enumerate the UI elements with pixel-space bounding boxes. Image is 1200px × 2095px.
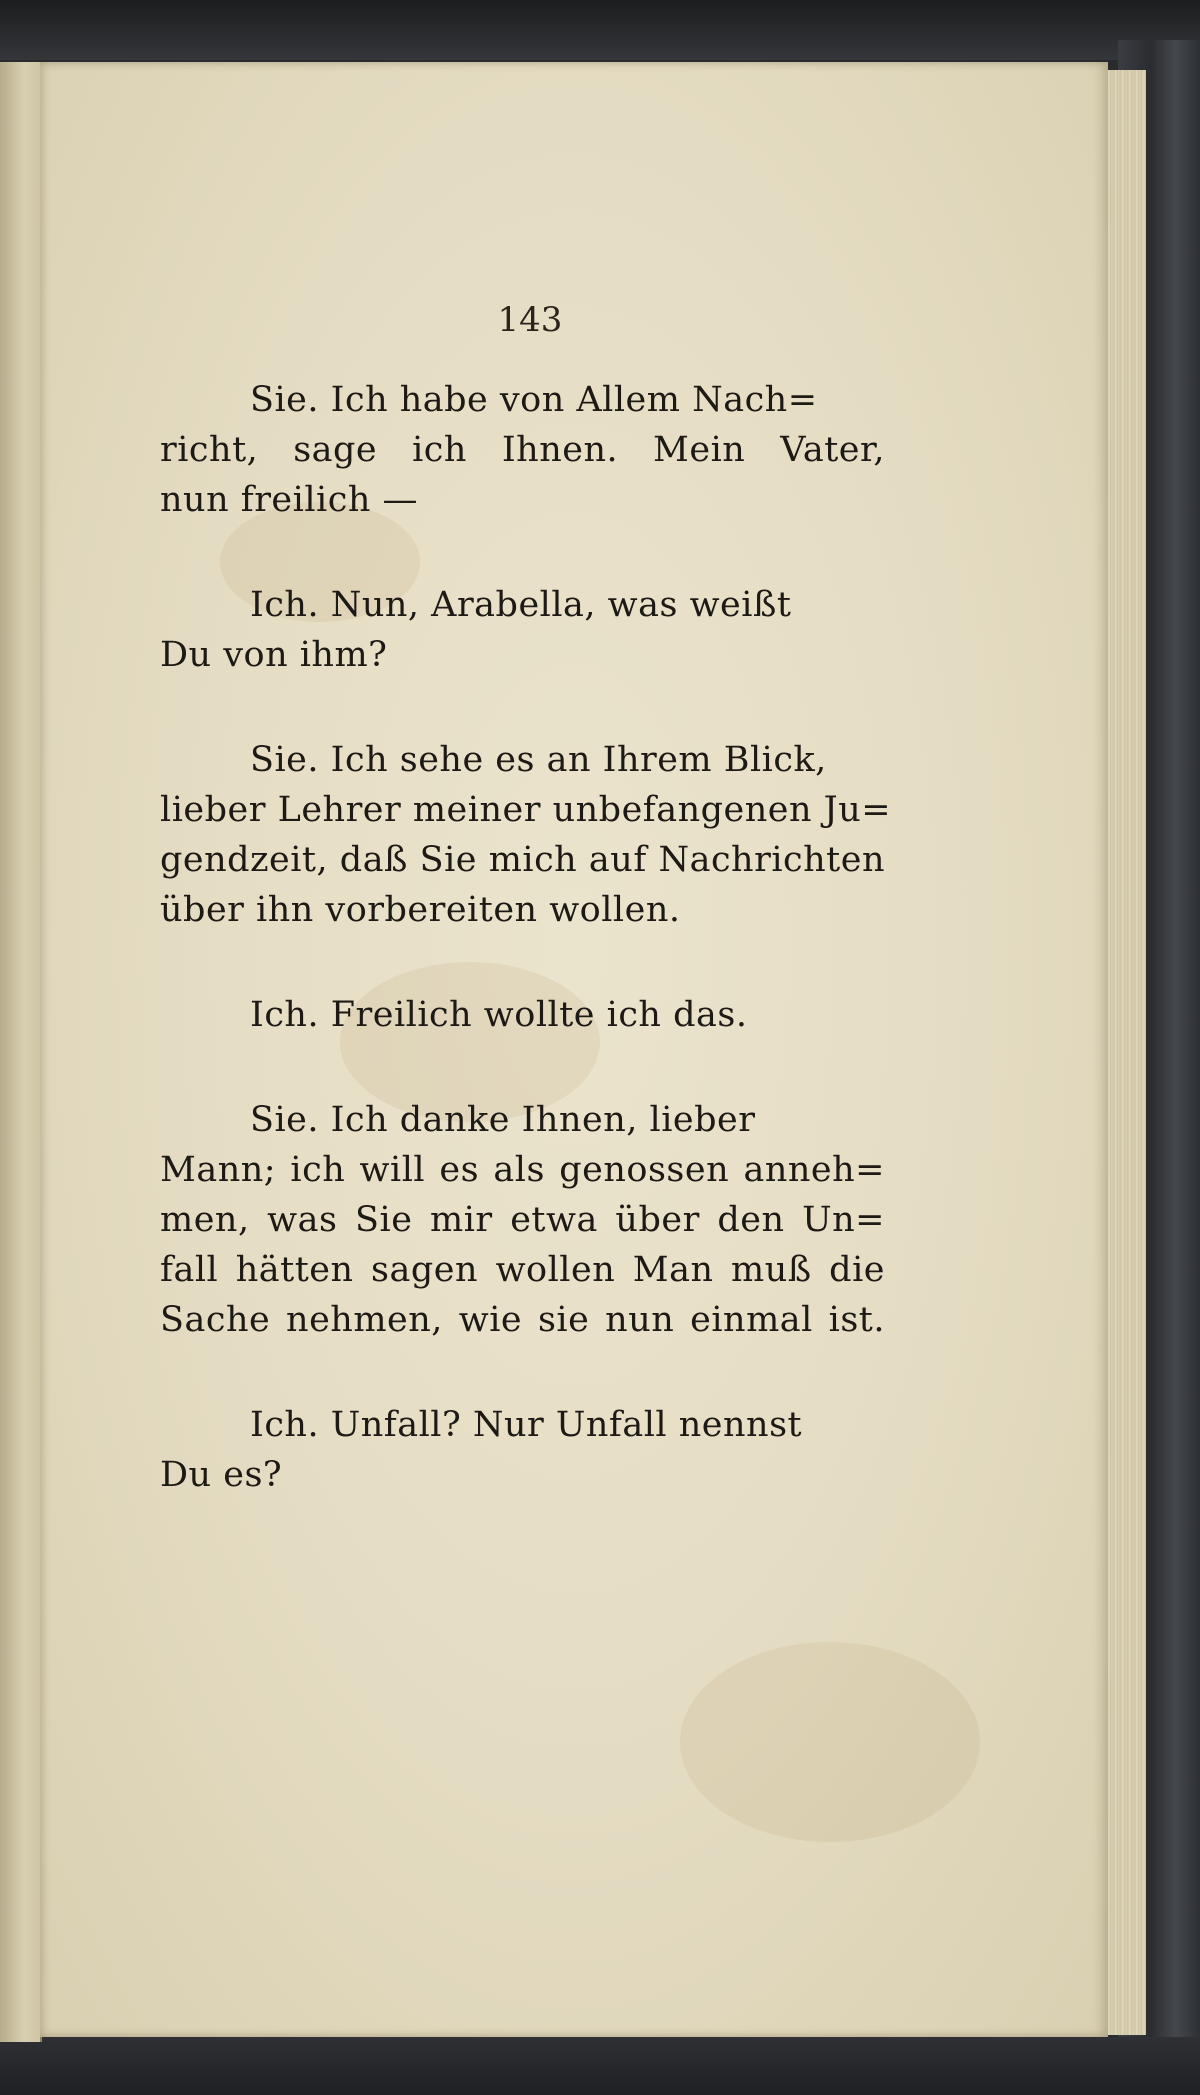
text-line: Du es? bbox=[160, 1455, 283, 1495]
text-line: richt, sage ich Ihnen. Mein Vater, bbox=[160, 430, 885, 470]
text-line: Sache nehmen, wie sie nun einmal ist. bbox=[160, 1300, 885, 1340]
text-line: Mann; ich will es als genossen anneh= bbox=[160, 1150, 885, 1190]
text-line: Sie. Ich habe von Allem Nach= bbox=[250, 380, 818, 420]
text-line: nun freilich — bbox=[160, 480, 418, 520]
text-line: Du von ihm? bbox=[160, 635, 388, 675]
text-line: Ich. Unfall? Nur Unfall nennst bbox=[250, 1405, 803, 1445]
text-line: gendzeit, daß Sie mich auf Nachrichten bbox=[160, 840, 885, 880]
text-line: Ich. Nun, Arabella, was weißt bbox=[250, 585, 792, 625]
book-page bbox=[40, 62, 1108, 2037]
text-line: Sie. Ich sehe es an Ihrem Blick, bbox=[250, 740, 827, 780]
book-binding-top bbox=[0, 0, 1200, 60]
page-number: 143 bbox=[497, 300, 563, 340]
text-line: fall hätten sagen wollen Man muß die bbox=[160, 1250, 885, 1290]
text-line: Sie. Ich danke Ihnen, lieber bbox=[250, 1100, 756, 1140]
previous-page-edge bbox=[0, 62, 42, 2042]
book-binding-bottom bbox=[0, 2037, 1200, 2095]
text-line: Ich. Freilich wollte ich das. bbox=[250, 995, 748, 1035]
paper-stain bbox=[680, 1642, 980, 1842]
text-line: über ihn vorbereiten wollen. bbox=[160, 890, 681, 930]
text-line: men, was Sie mir etwa über den Un= bbox=[160, 1200, 885, 1240]
text-line: lieber Lehrer meiner unbefangenen Ju= bbox=[160, 790, 892, 830]
